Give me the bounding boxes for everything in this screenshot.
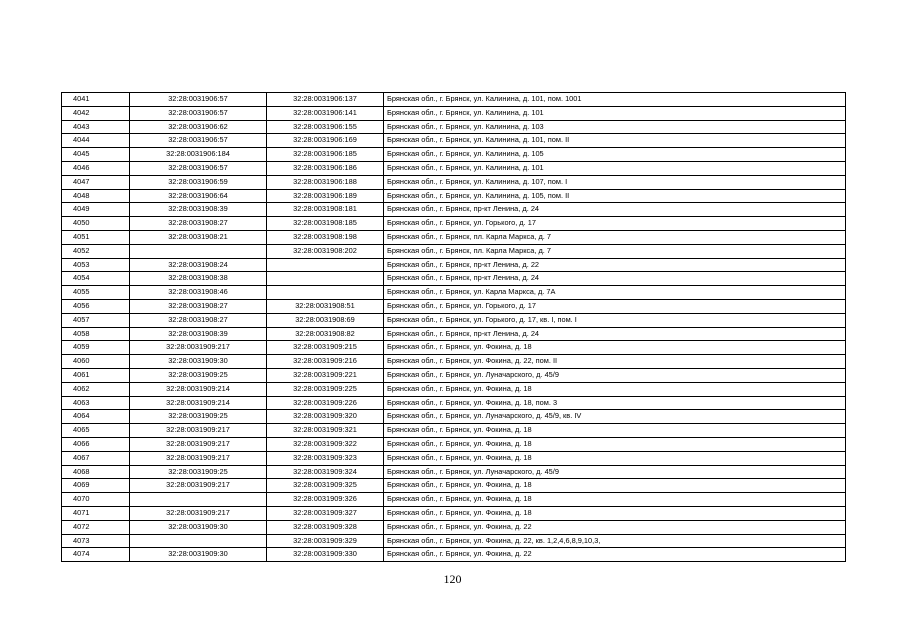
address-cell: Брянская обл., г. Брянск, пр-кт Ленина, д. 24: [384, 327, 846, 341]
cadastral-number-cell: 32:28:0031906:189: [267, 189, 384, 203]
address-cell: Брянская обл., г. Брянск, ул. Калинина, д. 101: [384, 161, 846, 175]
parent-cadastral-number-cell: 32:28:0031909:217: [130, 437, 267, 451]
row-number-cell: 4070: [62, 493, 130, 507]
row-number-cell: 4061: [62, 368, 130, 382]
table-row: [62, 410, 846, 424]
parent-cadastral-number-cell: 32:28:0031906:64: [130, 189, 267, 203]
cadastral-number-cell: 32:28:0031909:328: [267, 520, 384, 534]
table-row: [62, 286, 846, 300]
address-cell: Брянская обл., г. Брянск, ул. Калинина, д. 101: [384, 106, 846, 120]
table-row: [62, 93, 846, 107]
table-row: [62, 506, 846, 520]
row-number-cell: 4041: [62, 93, 130, 107]
table-row: [62, 106, 846, 120]
cadastral-number-cell: 32:28:0031908:181: [267, 203, 384, 217]
row-number-cell: 4071: [62, 506, 130, 520]
table-row: [62, 437, 846, 451]
table-row: [62, 175, 846, 189]
parent-cadastral-number-cell: 32:28:0031909:217: [130, 451, 267, 465]
cadastral-number-cell: [267, 286, 384, 300]
cadastral-number-cell: 32:28:0031909:216: [267, 355, 384, 369]
cadastral-number-cell: 32:28:0031909:322: [267, 437, 384, 451]
cadastral-number-cell: 32:28:0031909:221: [267, 368, 384, 382]
table-row: [62, 534, 846, 548]
row-number-cell: 4059: [62, 341, 130, 355]
row-number-cell: 4057: [62, 313, 130, 327]
address-cell: Брянская обл., г. Брянск, пл. Карла Маркса, д. 7: [384, 244, 846, 258]
parent-cadastral-number-cell: 32:28:0031908:27: [130, 313, 267, 327]
cadastral-number-cell: 32:28:0031909:327: [267, 506, 384, 520]
row-number-cell: 4050: [62, 217, 130, 231]
parent-cadastral-number-cell: 32:28:0031909:30: [130, 355, 267, 369]
parent-cadastral-number-cell: 32:28:0031906:57: [130, 106, 267, 120]
cadastral-number-cell: 32:28:0031906:186: [267, 161, 384, 175]
parent-cadastral-number-cell: 32:28:0031908:39: [130, 327, 267, 341]
table-row: [62, 396, 846, 410]
table-row: [62, 258, 846, 272]
parent-cadastral-number-cell: 32:28:0031906:57: [130, 134, 267, 148]
address-cell: Брянская обл., г. Брянск, ул. Фокина, д. 22, пом. II: [384, 355, 846, 369]
row-number-cell: 4073: [62, 534, 130, 548]
row-number-cell: 4072: [62, 520, 130, 534]
row-number-cell: 4053: [62, 258, 130, 272]
row-number-cell: 4042: [62, 106, 130, 120]
table-row: [62, 451, 846, 465]
parent-cadastral-number-cell: 32:28:0031906:184: [130, 148, 267, 162]
cadastral-number-cell: 32:28:0031909:225: [267, 382, 384, 396]
address-cell: Брянская обл., г. Брянск, ул. Фокина, д. 18: [384, 493, 846, 507]
cadastral-number-cell: 32:28:0031908:82: [267, 327, 384, 341]
address-cell: Брянская обл., г. Брянск, ул. Фокина, д. 18: [384, 424, 846, 438]
parent-cadastral-number-cell: 32:28:0031909:30: [130, 548, 267, 562]
address-cell: Брянская обл., г. Брянск, ул. Калинина, д. 101, пом. 1001: [384, 93, 846, 107]
address-cell: Брянская обл., г. Брянск, ул. Горького, д. 17: [384, 217, 846, 231]
cadastral-number-cell: 32:28:0031906:185: [267, 148, 384, 162]
cadastral-number-cell: 32:28:0031908:202: [267, 244, 384, 258]
address-cell: Брянская обл., г. Брянск, ул. Горького, д. 17, кв. I, пом. I: [384, 313, 846, 327]
parent-cadastral-number-cell: 32:28:0031909:217: [130, 479, 267, 493]
cadastral-number-cell: 32:28:0031909:321: [267, 424, 384, 438]
row-number-cell: 4063: [62, 396, 130, 410]
parent-cadastral-number-cell: 32:28:0031908:39: [130, 203, 267, 217]
address-cell: Брянская обл., г. Брянск, ул. Фокина, д. 22, кв. 1,2,4,6,8,9,10,3,: [384, 534, 846, 548]
table-row: [62, 299, 846, 313]
cadastral-number-cell: 32:28:0031906:137: [267, 93, 384, 107]
address-cell: Брянская обл., г. Брянск, ул. Луначарского, д. 45/9, кв. IV: [384, 410, 846, 424]
cadastral-number-cell: 32:28:0031908:51: [267, 299, 384, 313]
row-number-cell: 4044: [62, 134, 130, 148]
table-row: [62, 313, 846, 327]
table-row: [62, 217, 846, 231]
cadastral-table: [61, 92, 846, 562]
row-number-cell: 4062: [62, 382, 130, 396]
row-number-cell: 4058: [62, 327, 130, 341]
parent-cadastral-number-cell: [130, 244, 267, 258]
address-cell: Брянская обл., г. Брянск, ул. Фокина, д. 18: [384, 341, 846, 355]
parent-cadastral-number-cell: 32:28:0031909:214: [130, 382, 267, 396]
address-cell: Брянская обл., г. Брянск, пр-кт Ленина, д. 24: [384, 272, 846, 286]
cadastral-number-cell: 32:28:0031909:323: [267, 451, 384, 465]
parent-cadastral-number-cell: 32:28:0031909:25: [130, 465, 267, 479]
table-row: [62, 465, 846, 479]
address-cell: Брянская обл., г. Брянск, ул. Калинина, д. 107, пом. I: [384, 175, 846, 189]
parent-cadastral-number-cell: 32:28:0031909:30: [130, 520, 267, 534]
row-number-cell: 4051: [62, 230, 130, 244]
address-cell: Брянская обл., г. Брянск, ул. Калинина, д. 101, пом. II: [384, 134, 846, 148]
table-row: [62, 161, 846, 175]
cadastral-number-cell: 32:28:0031906:188: [267, 175, 384, 189]
table-row: [62, 520, 846, 534]
address-cell: Брянская обл., г. Брянск, ул. Фокина, д. 18: [384, 479, 846, 493]
row-number-cell: 4047: [62, 175, 130, 189]
address-cell: Брянская обл., г. Брянск, ул. Фокина, д. 22: [384, 520, 846, 534]
cadastral-number-cell: 32:28:0031909:324: [267, 465, 384, 479]
parent-cadastral-number-cell: 32:28:0031908:38: [130, 272, 267, 286]
cadastral-number-cell: 32:28:0031909:320: [267, 410, 384, 424]
parent-cadastral-number-cell: 32:28:0031906:59: [130, 175, 267, 189]
parent-cadastral-number-cell: 32:28:0031909:214: [130, 396, 267, 410]
row-number-cell: 4069: [62, 479, 130, 493]
row-number-cell: 4067: [62, 451, 130, 465]
table-row: [62, 355, 846, 369]
cadastral-number-cell: 32:28:0031909:215: [267, 341, 384, 355]
address-cell: Брянская обл., г. Брянск, ул. Калинина, д. 105: [384, 148, 846, 162]
address-cell: Брянская обл., г. Брянск, ул. Фокина, д. 18: [384, 451, 846, 465]
cadastral-number-cell: 32:28:0031909:325: [267, 479, 384, 493]
row-number-cell: 4055: [62, 286, 130, 300]
row-number-cell: 4056: [62, 299, 130, 313]
cadastral-number-cell: 32:28:0031908:198: [267, 230, 384, 244]
table-row: [62, 272, 846, 286]
address-cell: Брянская обл., г. Брянск, ул. Фокина, д. 22: [384, 548, 846, 562]
parent-cadastral-number-cell: 32:28:0031909:217: [130, 506, 267, 520]
row-number-cell: 4064: [62, 410, 130, 424]
row-number-cell: 4045: [62, 148, 130, 162]
table-row: [62, 203, 846, 217]
parent-cadastral-number-cell: [130, 493, 267, 507]
address-cell: Брянская обл., г. Брянск, пл. Карла Маркса, д. 7: [384, 230, 846, 244]
row-number-cell: 4065: [62, 424, 130, 438]
address-cell: Брянская обл., г. Брянск, ул. Луначарского, д. 45/9: [384, 368, 846, 382]
parent-cadastral-number-cell: 32:28:0031906:57: [130, 93, 267, 107]
row-number-cell: 4043: [62, 120, 130, 134]
parent-cadastral-number-cell: 32:28:0031908:27: [130, 299, 267, 313]
address-cell: Брянская обл., г. Брянск, ул. Калинина, д. 105, пом. II: [384, 189, 846, 203]
row-number-cell: 4052: [62, 244, 130, 258]
address-cell: Брянская обл., г. Брянск, ул. Калинина, д. 103: [384, 120, 846, 134]
table-row: [62, 244, 846, 258]
address-cell: Брянская обл., г. Брянск, ул. Луначарского, д. 45/9: [384, 465, 846, 479]
address-cell: Брянская обл., г. Брянск, ул. Карла Маркса, д. 7А: [384, 286, 846, 300]
parent-cadastral-number-cell: 32:28:0031906:62: [130, 120, 267, 134]
cadastral-number-cell: 32:28:0031906:155: [267, 120, 384, 134]
row-number-cell: 4054: [62, 272, 130, 286]
cadastral-number-cell: 32:28:0031909:329: [267, 534, 384, 548]
cadastral-number-cell: 32:28:0031909:226: [267, 396, 384, 410]
parent-cadastral-number-cell: 32:28:0031908:24: [130, 258, 267, 272]
cadastral-number-cell: [267, 272, 384, 286]
row-number-cell: 4060: [62, 355, 130, 369]
table-row: [62, 424, 846, 438]
row-number-cell: 4049: [62, 203, 130, 217]
page-number: 120: [443, 572, 462, 586]
row-number-cell: 4048: [62, 189, 130, 203]
row-number-cell: 4074: [62, 548, 130, 562]
parent-cadastral-number-cell: 32:28:0031909:217: [130, 424, 267, 438]
address-cell: Брянская обл., г. Брянск, ул. Фокина, д. 18: [384, 437, 846, 451]
parent-cadastral-number-cell: 32:28:0031909:25: [130, 410, 267, 424]
parent-cadastral-number-cell: 32:28:0031908:27: [130, 217, 267, 231]
cadastral-number-cell: 32:28:0031909:326: [267, 493, 384, 507]
table-row: [62, 230, 846, 244]
table-row: [62, 382, 846, 396]
parent-cadastral-number-cell: 32:28:0031908:46: [130, 286, 267, 300]
address-cell: Брянская обл., г. Брянск, ул. Фокина, д. 18: [384, 506, 846, 520]
table-row: [62, 134, 846, 148]
parent-cadastral-number-cell: 32:28:0031909:25: [130, 368, 267, 382]
table-row: [62, 368, 846, 382]
cadastral-number-cell: 32:28:0031906:169: [267, 134, 384, 148]
row-number-cell: 4046: [62, 161, 130, 175]
table-row: [62, 479, 846, 493]
table-row: [62, 341, 846, 355]
table-row: [62, 148, 846, 162]
cadastral-number-cell: 32:28:0031906:141: [267, 106, 384, 120]
parent-cadastral-number-cell: 32:28:0031909:217: [130, 341, 267, 355]
table-row: [62, 493, 846, 507]
row-number-cell: 4068: [62, 465, 130, 479]
table-row: [62, 189, 846, 203]
table-row: [62, 548, 846, 562]
cadastral-number-cell: 32:28:0031909:330: [267, 548, 384, 562]
address-cell: Брянская обл., г. Брянск, пр-кт Ленина, д. 24: [384, 203, 846, 217]
table-row: [62, 120, 846, 134]
parent-cadastral-number-cell: 32:28:0031906:57: [130, 161, 267, 175]
address-cell: Брянская обл., г. Брянск, пр-кт Ленина, д. 22: [384, 258, 846, 272]
cadastral-number-cell: 32:28:0031908:69: [267, 313, 384, 327]
address-cell: Брянская обл., г. Брянск, ул. Фокина, д. 18: [384, 382, 846, 396]
cadastral-number-cell: [267, 258, 384, 272]
address-cell: Брянская обл., г. Брянск, ул. Горького, д. 17: [384, 299, 846, 313]
address-cell: Брянская обл., г. Брянск, ул. Фокина, д. 18, пом. 3: [384, 396, 846, 410]
row-number-cell: 4066: [62, 437, 130, 451]
parent-cadastral-number-cell: [130, 534, 267, 548]
parent-cadastral-number-cell: 32:28:0031908:21: [130, 230, 267, 244]
cadastral-number-cell: 32:28:0031908:185: [267, 217, 384, 231]
table-body: [62, 93, 846, 562]
table-row: [62, 327, 846, 341]
